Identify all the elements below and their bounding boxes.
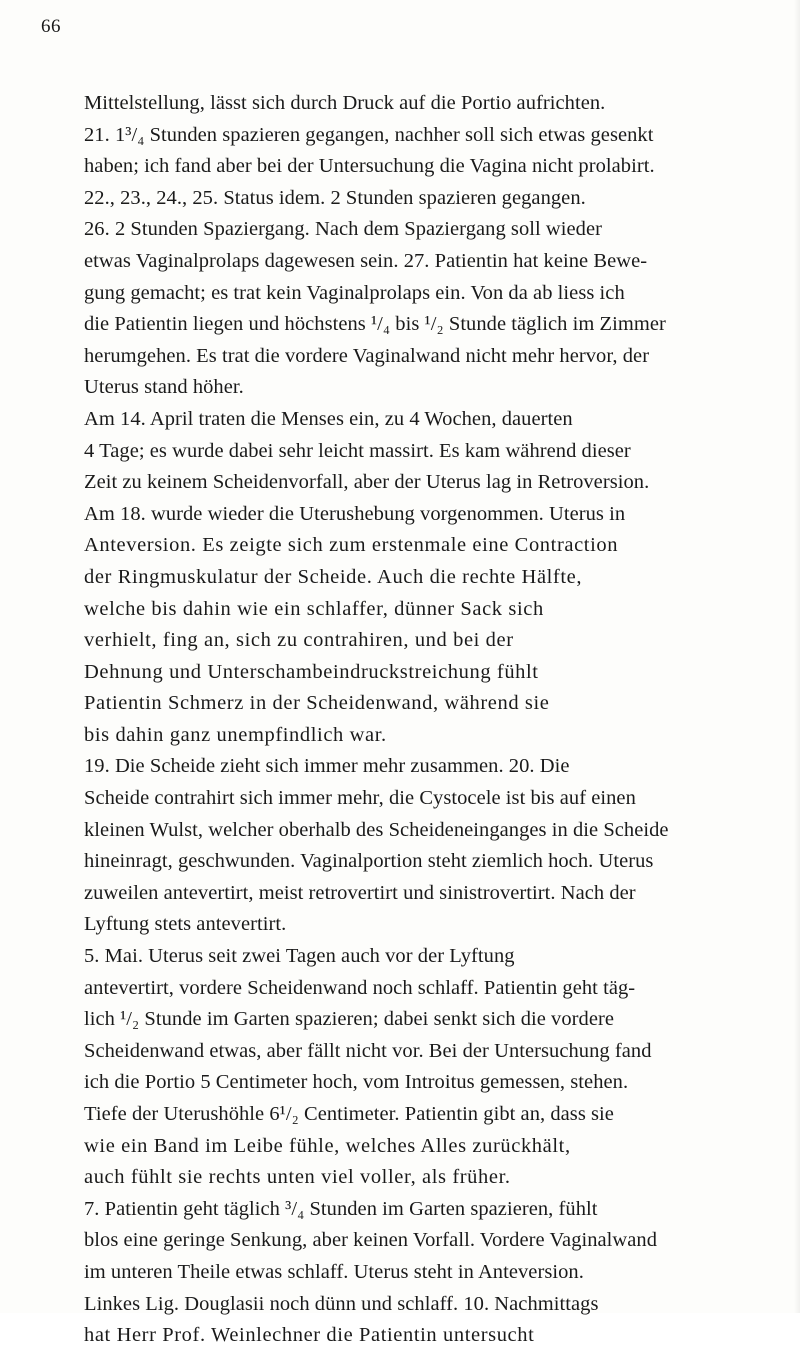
text-line: welche bis dahin wie ein schlaffer, dünner Sack sich: [84, 597, 544, 620]
text-line: antevertirt, vordere Scheidenwand noch schlaff. Patientin geht täg-: [84, 976, 636, 999]
text-line: auch fühlt sie rechts unten viel voller, als früher.: [84, 1166, 511, 1189]
text-line: 22., 23., 24., 25. Status idem. 2 Stunden spazieren gegangen.: [84, 186, 586, 209]
text-line: hat Herr Prof. Weinlechner die Patientin untersucht: [84, 1324, 535, 1347]
text-line: Patientin Schmerz in der Scheidenwand, während sie: [84, 692, 550, 715]
text-line: verhielt, fing an, sich zu contrahiren, und bei der: [84, 629, 514, 652]
text-line: Mittelstellung, lässt sich durch Druck auf die Portio aufrichten.: [84, 92, 606, 114]
text-line: Linkes Lig. Douglasii noch dünn und schlaff. 10. Nachmittags: [84, 1292, 599, 1315]
text-line: 21. 1³/₄ Stunden spazieren gegangen, nachher soll sich etwas gesenkt: [84, 123, 654, 146]
text-line: Scheide contrahirt sich immer mehr, die Cystocele ist bis auf einen: [84, 787, 636, 810]
text-line: lich ¹/₂ Stunde im Garten spazieren; dabei senkt sich die vordere: [84, 1008, 615, 1031]
text-line: gung gemacht; es trat kein Vaginalprolaps ein. Von da ab liess ich: [84, 281, 625, 304]
text-line: 19. Die Scheide zieht sich immer mehr zusammen. 20. Die: [84, 755, 570, 778]
page-number: 66: [41, 16, 61, 37]
page-edge-shadow: [794, 0, 800, 1313]
text-line: die Patientin liegen und höchstens ¹/₄ bis ¹/₂ Stunde täglich im Zimmer: [84, 313, 666, 336]
body-text: [84, 88, 794, 1352]
text-line: herumgehen. Es trat die vordere Vaginalwand nicht mehr hervor, der: [84, 344, 650, 367]
text-line: hineinragt, geschwunden. Vaginalportion steht ziemlich hoch. Uterus: [84, 850, 654, 873]
text-line: bis dahin ganz unempfindlich war.: [84, 723, 387, 746]
text-line: 7. Patientin geht täglich ³/₄ Stunden im Garten spazieren, fühlt: [84, 1197, 598, 1220]
text-line: Am 18. wurde wieder die Uterushebung vorgenommen. Uterus in: [84, 502, 626, 525]
text-line: Lyftung stets antevertirt.: [84, 913, 287, 936]
text-line: kleinen Wulst, welcher oberhalb des Scheideneinganges in die Scheide: [84, 818, 669, 841]
text-line: 5. Mai. Uterus seit zwei Tagen auch vor der Lyftung: [84, 945, 515, 968]
text-line: etwas Vaginalprolaps dagewesen sein. 27. Patientin hat keine Bewe-: [84, 249, 648, 272]
text-line: Scheidenwand etwas, aber fällt nicht vor. Bei der Untersuchung fand: [84, 1039, 652, 1062]
text-line: Anteversion. Es zeigte sich zum erstenmale eine Contraction: [84, 534, 619, 557]
text-line: Uterus stand höher.: [84, 376, 244, 399]
text-line: zuweilen antevertirt, meist retrovertirt und sinistrovertirt. Nach der: [84, 881, 636, 904]
text-line: wie ein Band im Leibe fühle, welches Alles zurückhält,: [84, 1134, 571, 1157]
text-line: 4 Tage; es wurde dabei sehr leicht massirt. Es kam während dieser: [84, 439, 631, 462]
text-line: haben; ich fand aber bei der Untersuchung die Vagina nicht prolabirt.: [84, 155, 655, 178]
text-line: der Ringmuskulatur der Scheide. Auch die rechte Hälfte,: [84, 565, 583, 588]
text-line: Tiefe der Uterushöhle 6¹/₂ Centimeter. Patientin gibt an, dass sie: [84, 1103, 614, 1125]
text-line: Zeit zu keinem Scheidenvorfall, aber der Uterus lag in Retroversion.: [84, 471, 650, 494]
text-line: blos eine geringe Senkung, aber keinen Vorfall. Vordere Vaginalwand: [84, 1229, 658, 1252]
text-line: im unteren Theile etwas schlaff. Uterus steht in Anteversion.: [84, 1260, 584, 1283]
text-line: Am 14. April traten die Menses ein, zu 4 Wochen, dauerten: [84, 407, 573, 430]
text-line: ich die Portio 5 Centimeter hoch, vom Introitus gemessen, stehen.: [84, 1071, 629, 1094]
text-line: 26. 2 Stunden Spaziergang. Nach dem Spaziergang soll wieder: [84, 218, 602, 241]
text-line: Dehnung und Unterschambeindruckstreichung fühlt: [84, 660, 539, 683]
